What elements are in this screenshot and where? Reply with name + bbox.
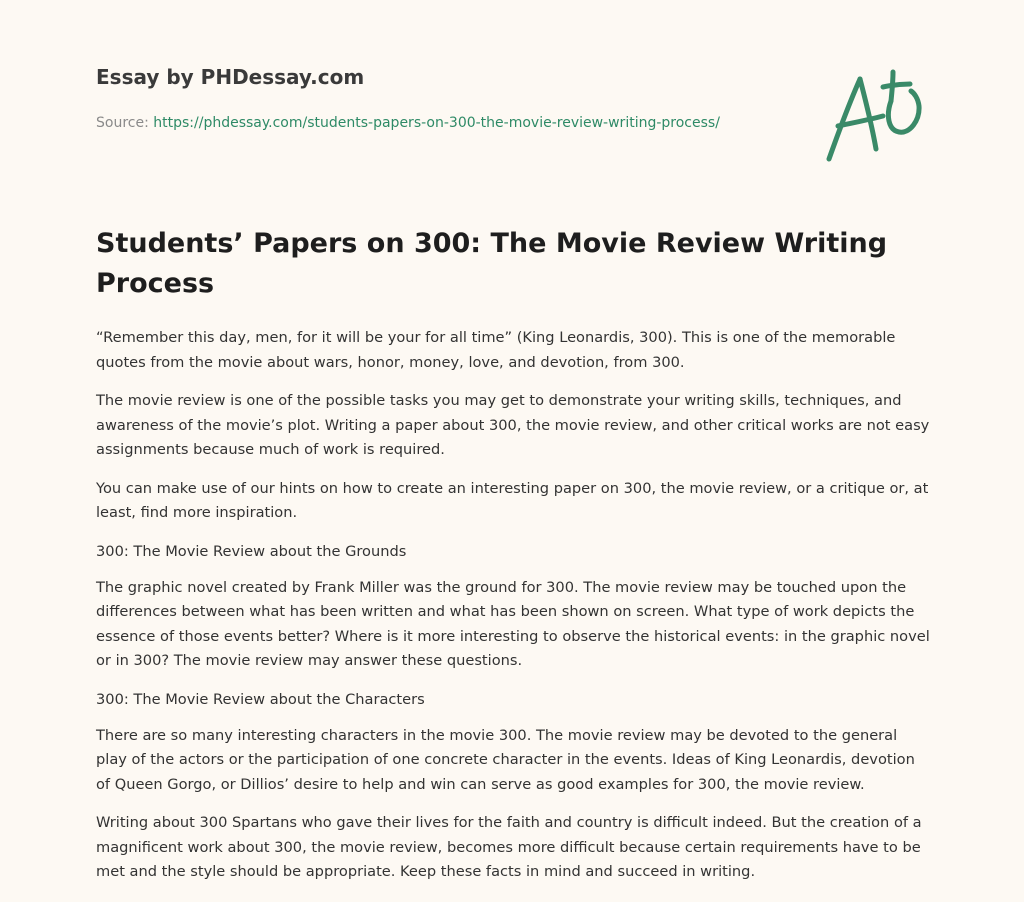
brand-title: Essay by PHDessay.com [96,65,365,89]
a-plus-grade-icon [820,68,930,164]
paragraph: The graphic novel created by Frank Miller was the ground for 300. The movie review may be touched upon the differences between what has been written and what has been shown on screen. What type of work depicts the essence of those events better? Where is it more interesting to observe the historical events: in the graphic novel or in 300? The movie review may answer these questions. [96,578,930,669]
paragraph: The movie review is one of the possible tasks you may get to demonstrate your writing skills, techniques, and awareness of the movie’s plot. Writing a paper about 300, the movie review, and other critical works are not easy assignments because much of work is required. [96,392,930,458]
source-line [96,111,736,135]
section-heading: 300: The Movie Review about the Grounds [96,542,407,560]
article [96,224,932,899]
source-label: Source: [96,115,149,131]
paragraph: “Remember this day, men, for it will be your for all time” (King Leonardis, 300). This is one of the memorable quotes from the movie about wars, honor, money, love, and devotion, from 300. [96,329,896,371]
paragraph: Writing about 300 Spartans who gave their lives for the faith and country is difficult indeed. But the creation of a magnificent work about 300, the movie review, becomes more difficult because certain requirements have to be met and the style should be appropriate. Keep these facts in mind and succeed in writing. [96,814,922,880]
section-heading: 300: The Movie Review about the Characters [96,690,425,708]
paragraph: You can make use of our hints on how to create an interesting paper on 300, the movie review, or a critique or, at least, find more inspiration. [96,479,929,521]
article-title: Students’ Papers on 300: The Movie Review Writing Process [96,228,888,299]
paragraph: There are so many interesting characters in the movie 300. The movie review may be devoted to the general play of the actors or the participation of one concrete character in the events. Ideas of King Leonardis, devotion of Queen Gorgo, or Dillios’ desire to help and win can serve as good examples for 300, the movie review. [96,726,915,793]
source-link[interactable]: https://phdessay.com/students-papers-on-300-the-movie-review-writing-process/ [153,115,720,131]
site-header [96,62,736,135]
